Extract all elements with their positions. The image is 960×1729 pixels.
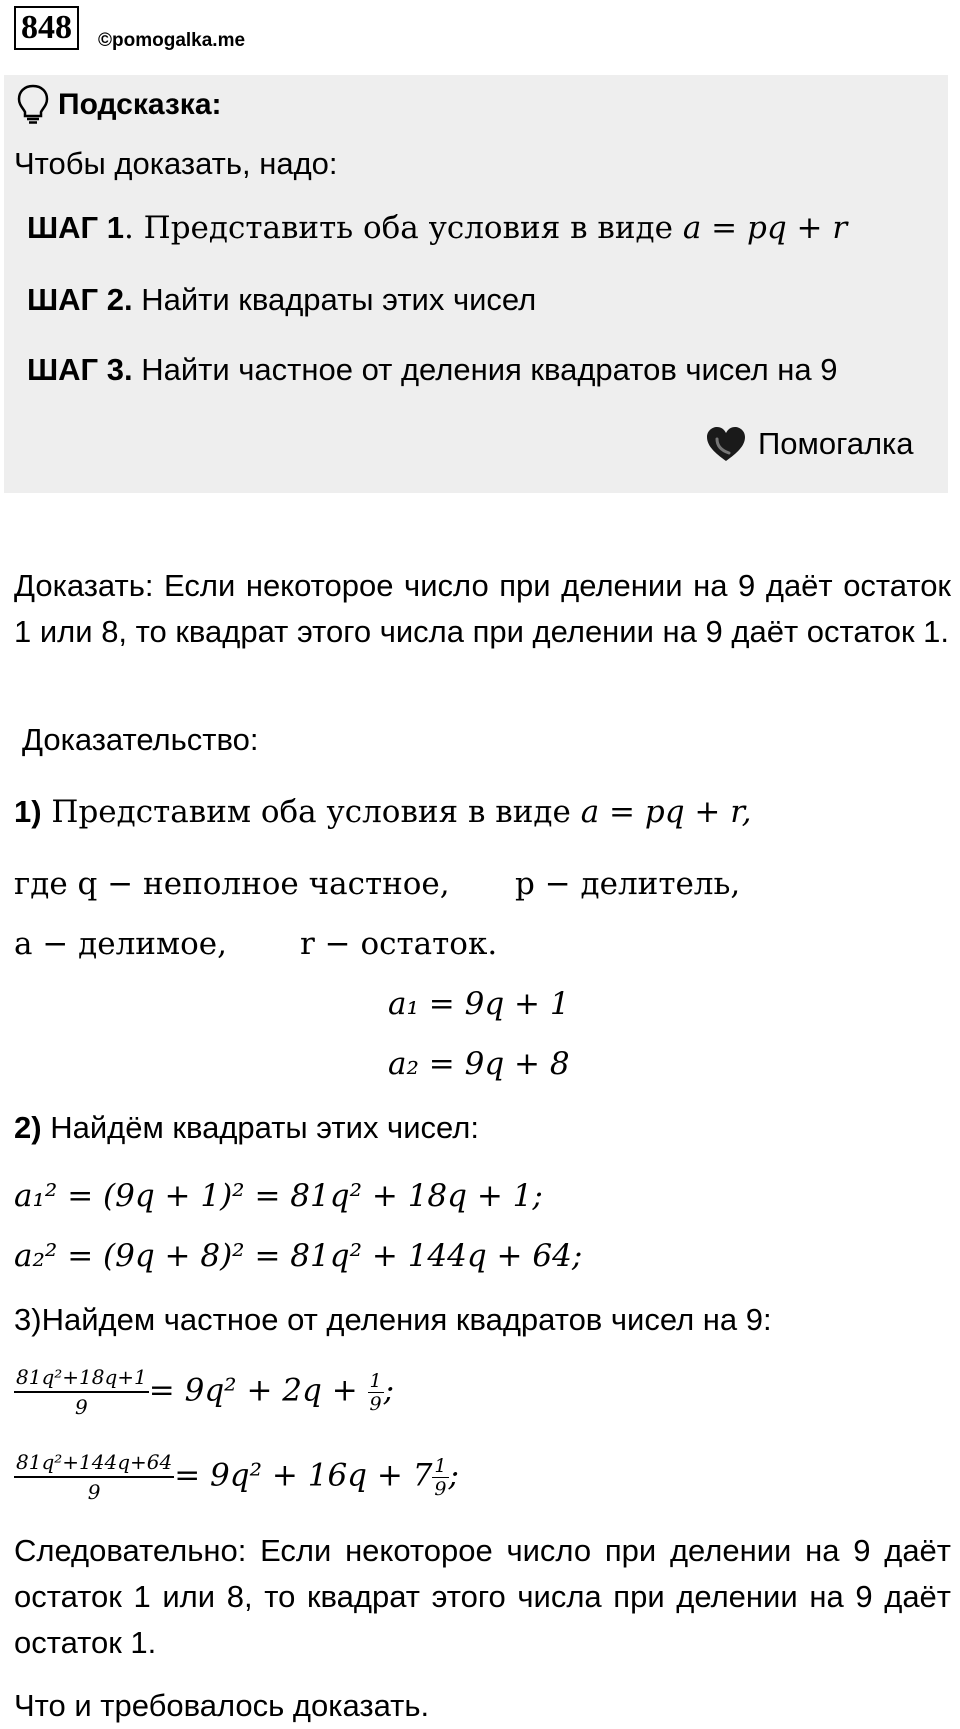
proof-step-2 bbox=[14, 1110, 479, 1146]
hint-intro: Чтобы доказать, надо: bbox=[14, 146, 338, 181]
proof-step-1-text: Представим оба условия в виде bbox=[41, 794, 581, 830]
proof-title: Доказательство: bbox=[22, 722, 259, 757]
problem-statement: Доказать: Если некоторое число при делении на 9 даёт остаток 1 или 8, то квадрат этого числа при делении на 9 даёт остаток 1. bbox=[14, 568, 951, 649]
task-number: 848 bbox=[14, 6, 79, 50]
brand-name: Помогалка bbox=[758, 426, 914, 461]
hint-title: Подсказка: bbox=[58, 88, 222, 121]
hint-step-1-text: . Представить оба условия в виде bbox=[123, 210, 683, 246]
fraction-2-rhs: = 9q² + 16q + 7 bbox=[174, 1457, 433, 1494]
hint-step-1-label: ШАГ 1 bbox=[27, 210, 124, 245]
equation-a2: a₂ = 9q + 8 bbox=[388, 1046, 570, 1082]
fraction-2: $\frac{\text{81q²+144q+64}}{9}$ bbox=[16, 1450, 173, 1504]
where-a: a − делимое, bbox=[14, 926, 227, 962]
where-q: где q − неполное частное, bbox=[14, 866, 450, 902]
hint-step-3-label: ШАГ 3. bbox=[27, 352, 133, 387]
fraction-line-1: $\frac{\text{81q²+18q+1}}{9}$ = 9q² + 2q + $\frac{1}{9}$ ; bbox=[16, 1365, 395, 1419]
hint-step-3 bbox=[27, 352, 838, 388]
where-p: p − делитель, bbox=[515, 866, 741, 902]
square-a2: a₂² = (9q + 8)² = 81q² + 144q + 64; bbox=[14, 1238, 583, 1274]
proof-step-1-label: 1) bbox=[14, 794, 42, 829]
fraction-1: $\frac{\text{81q²+18q+1}}{9}$ bbox=[16, 1365, 147, 1419]
fraction-1-rhs: = 9q² + 2q + bbox=[148, 1372, 368, 1409]
hint-step-2-text: Найти квадраты этих чисел bbox=[132, 282, 537, 317]
hint-step-3-text: Найти частное от деления квадратов чисел на 9 bbox=[132, 352, 838, 387]
equation-a1: a₁ = 9q + 1 bbox=[388, 986, 570, 1022]
square-a1: a₁² = (9q + 1)² = 81q² + 18q + 1; bbox=[14, 1178, 543, 1214]
hint-step-2-label: ШАГ 2. bbox=[27, 282, 133, 317]
fraction-2-tail: $\frac{1}{9}$ bbox=[434, 1454, 447, 1500]
hint-step-1-math: a = pq + r bbox=[682, 210, 848, 246]
hint-step-2 bbox=[27, 282, 536, 318]
fraction-1-tail: $\frac{1}{9}$ bbox=[369, 1369, 382, 1415]
where-r: r − остаток. bbox=[300, 926, 498, 962]
proof-step-3: 3)Найдем частное от деления квадратов чисел на 9: bbox=[14, 1302, 772, 1337]
lightbulb-icon bbox=[17, 84, 49, 124]
heart-icon bbox=[705, 425, 747, 463]
proof-step-2-label: 2) bbox=[14, 1110, 42, 1145]
proof-step-1 bbox=[14, 794, 752, 830]
proof-step-2-text: Найдём квадраты этих чисел: bbox=[41, 1110, 479, 1145]
conclusion: Следовательно: Если некоторое число при делении на 9 даёт остаток 1 или 8, то квадрат этого числа при делении на 9 даёт остаток 1. bbox=[14, 1533, 951, 1660]
site-watermark: ©pomogalka.me bbox=[98, 30, 246, 51]
final-statement: Что и требовалось доказать. bbox=[14, 1688, 430, 1723]
hint-step-1 bbox=[27, 210, 847, 246]
fraction-line-2: $\frac{\text{81q²+144q+64}}{9}$ = 9q² + 16q + 7 $\frac{1}{9}$ ; bbox=[16, 1450, 459, 1504]
proof-step-1-math: a = pq + r, bbox=[580, 794, 752, 830]
